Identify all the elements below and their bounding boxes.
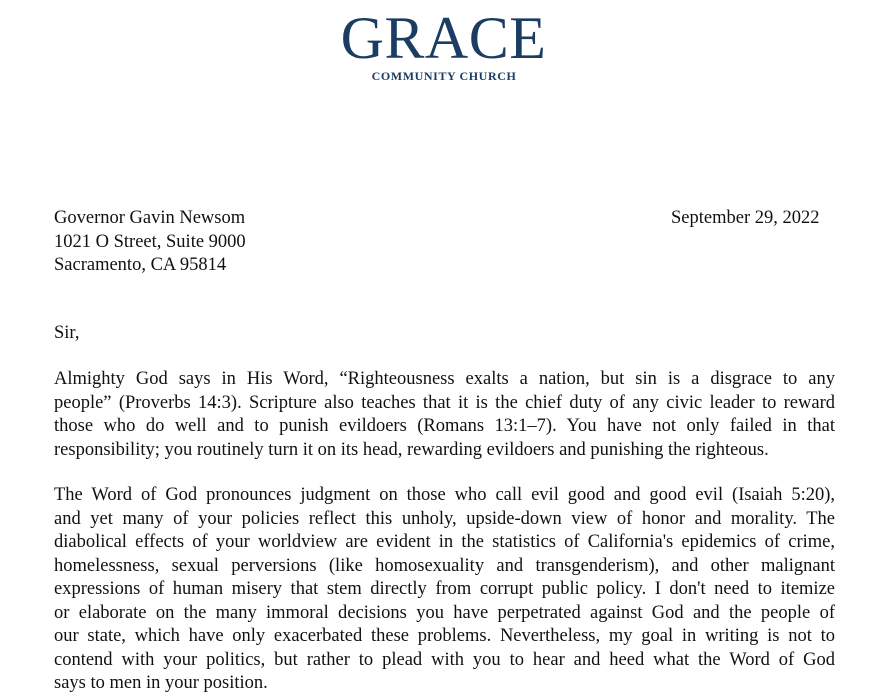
letterhead bbox=[0, 6, 879, 84]
paragraph-line: homelessness, sexual perversions (like homosexuality and transgenderism), and other malignant bbox=[54, 555, 835, 576]
church-logo-wordmark: GRACE bbox=[340, 5, 547, 71]
recipient-name: Governor Gavin Newsom bbox=[54, 208, 246, 228]
paragraph-line: and yet many of your policies reflect this unholy, upside-down view of honor and morality. The bbox=[54, 508, 835, 529]
paragraph-line: expressions of human misery that stem directly from corrupt public policy. I don't need to itemize bbox=[54, 579, 835, 599]
paragraph-line: says to men in your position. bbox=[54, 673, 268, 693]
paragraph-line: people” (Proverbs 14:3). Scripture also teaches that it is the chief duty of any civic leader to reward bbox=[54, 392, 835, 413]
paragraph-line: those who do well and to punish evildoers (Romans 13:1–7). You have not only failed in that bbox=[54, 416, 835, 436]
paragraph-line: contend with your politics, but rather to plead with you to hear and heed what the Word of God bbox=[54, 649, 835, 670]
letter-date: September 29, 2022 bbox=[671, 208, 820, 228]
paragraph-line: or elaborate on the many immoral decisions you have perpetrated against God and the people of bbox=[54, 602, 835, 623]
recipient-street: 1021 O Street, Suite 9000 bbox=[54, 231, 246, 252]
body-paragraph-2 bbox=[54, 484, 835, 696]
church-logo-subtitle: COMMUNITY CHURCH bbox=[371, 69, 517, 83]
recipient-city: Sacramento, CA 95814 bbox=[54, 255, 227, 275]
body-paragraph-1 bbox=[54, 368, 835, 462]
paragraph-line: responsibility; you routinely turn it on its head, rewarding evildoers and punishing the righteous. bbox=[54, 439, 769, 460]
paragraph-line: our state, which have only exacerbated these problems. Nevertheless, my goal in writing is not to bbox=[54, 626, 835, 646]
paragraph-line: Almighty God says in His Word, “Righteousness exalts a nation, but sin is a disgrace to any bbox=[54, 369, 835, 389]
salutation: Sir, bbox=[54, 323, 80, 343]
paragraph-line: The Word of God pronounces judgment on those who call evil good and good evil (Isaiah 5:20), bbox=[54, 485, 835, 505]
paragraph-line: diabolical effects of your worldview are evident in the statistics of California's epidemics of crime, bbox=[54, 532, 835, 552]
recipient-address-block bbox=[54, 207, 246, 278]
